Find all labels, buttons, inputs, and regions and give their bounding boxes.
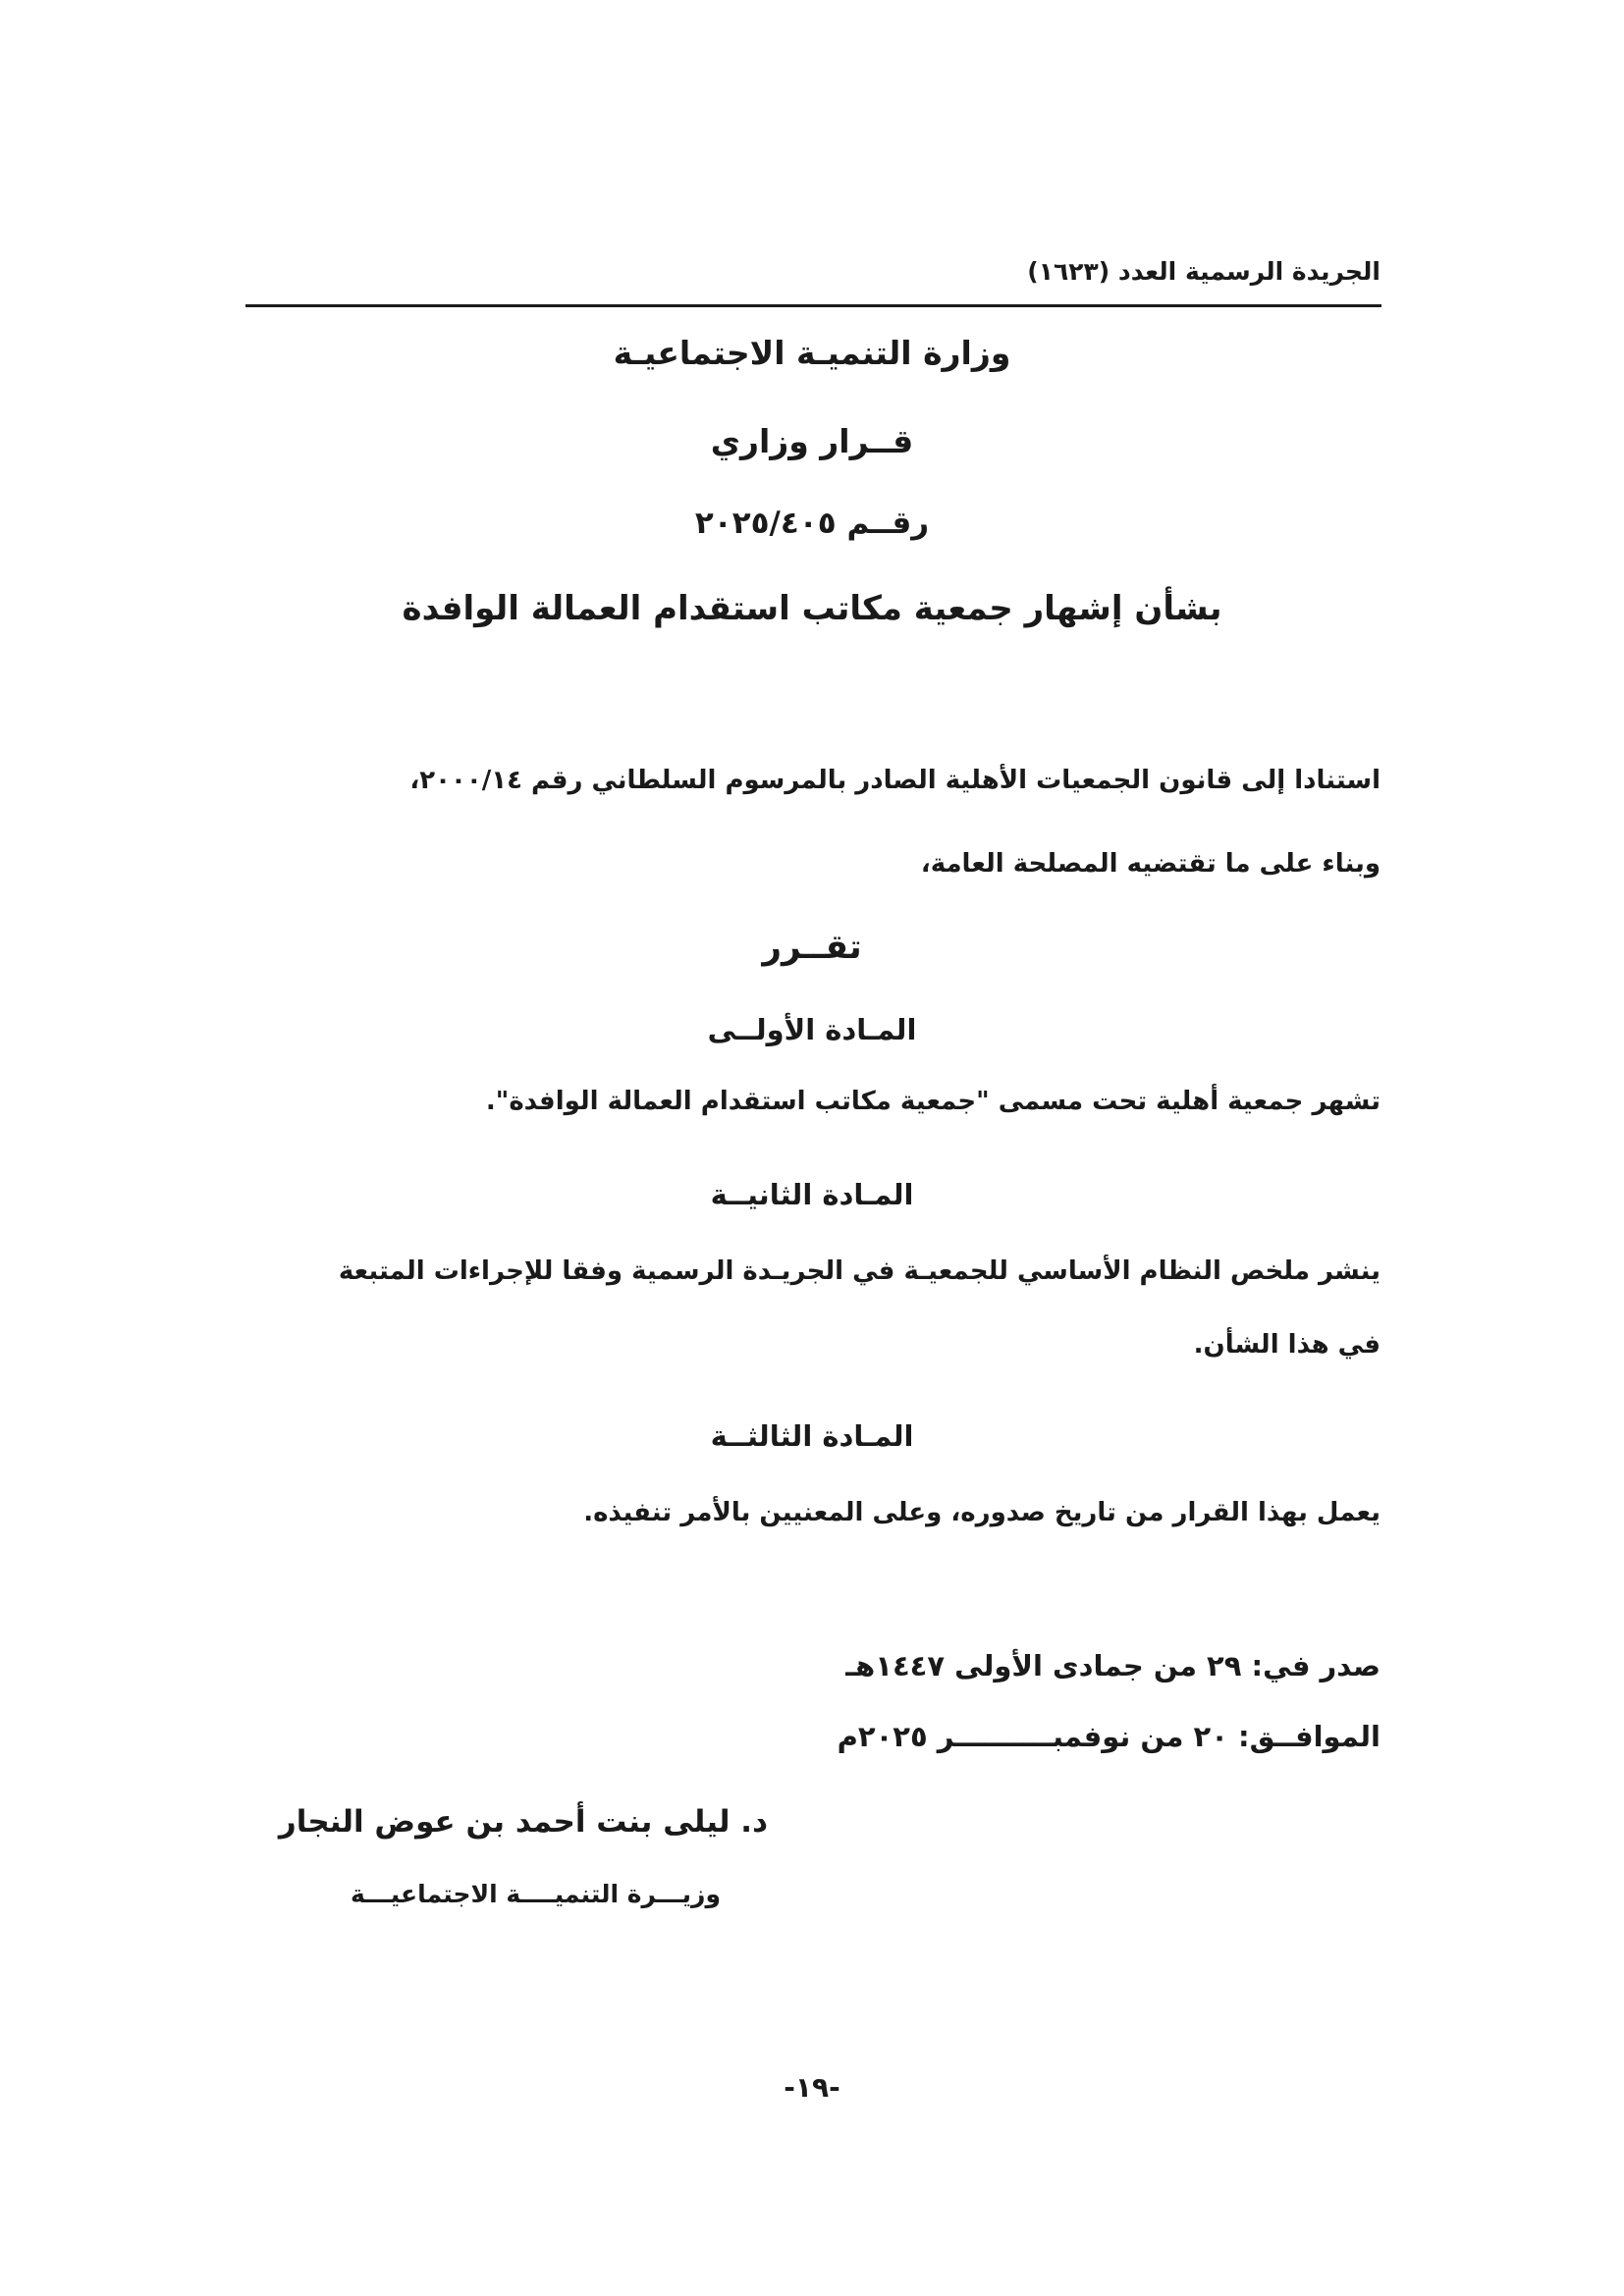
decision-type-heading: قــرار وزاري (710, 422, 914, 460)
corresponding-date: الموافــق: ٢٠ من نوفمبــــــــــر ٢٠٢٥م (837, 1720, 1380, 1753)
header-divider (245, 304, 1381, 307)
signatory-name: د. ليلى بنت أحمد بن عوض النجار (278, 1804, 768, 1840)
article-1-heading: المـادة الأولــى (707, 1013, 917, 1046)
article-2-text-line-1: ينشر ملخص النظام الأساسي للجمعيـة في الجريـدة الرسمية وفقا للإجراءات المتبعة (338, 1256, 1380, 1286)
gazette-header-title: الجريدة الرسمية العدد (١٦٢٣) (1027, 257, 1380, 286)
article-3-heading: المـادة الثالثــة (710, 1419, 914, 1453)
page-number: -١٩- (784, 2071, 840, 2104)
decision-subject: بشأن إشهار جمعية مكاتب استقدام العمالة الوافدة (402, 589, 1222, 628)
decides-heading: تقــرر (762, 928, 862, 967)
article-1-text: تشهر جمعية أهلية تحت مسمى "جمعية مكاتب استقدام العمالة الوافدة". (485, 1087, 1380, 1116)
preamble-line-1: استنادا إلى قانون الجمعيات الأهلية الصادر بالمرسوم السلطاني رقم ٢٠٠٠/١٤، (409, 766, 1380, 795)
decision-number: رقــم ٢٠٢٥/٤٠٥ (694, 506, 930, 541)
article-2-text-line-2: في هذا الشأن. (1193, 1330, 1380, 1360)
ministry-heading: وزارة التنميـة الاجتماعيـة (613, 334, 1011, 372)
article-3-text: يعمل بهذا القرار من تاريخ صدوره، وعلى المعنيين بالأمر تنفيذه. (583, 1498, 1380, 1527)
article-2-heading: المـادة الثانيــة (710, 1178, 914, 1211)
issued-date: صدر في: ٢٩ من جمادى الأولى ١٤٤٧هـ (845, 1649, 1380, 1682)
signatory-title: وزيـــرة التنميــــة الاجتماعيـــة (351, 1880, 721, 1908)
preamble-line-2: وبناء على ما تقتضيه المصلحة العامة، (920, 849, 1380, 879)
